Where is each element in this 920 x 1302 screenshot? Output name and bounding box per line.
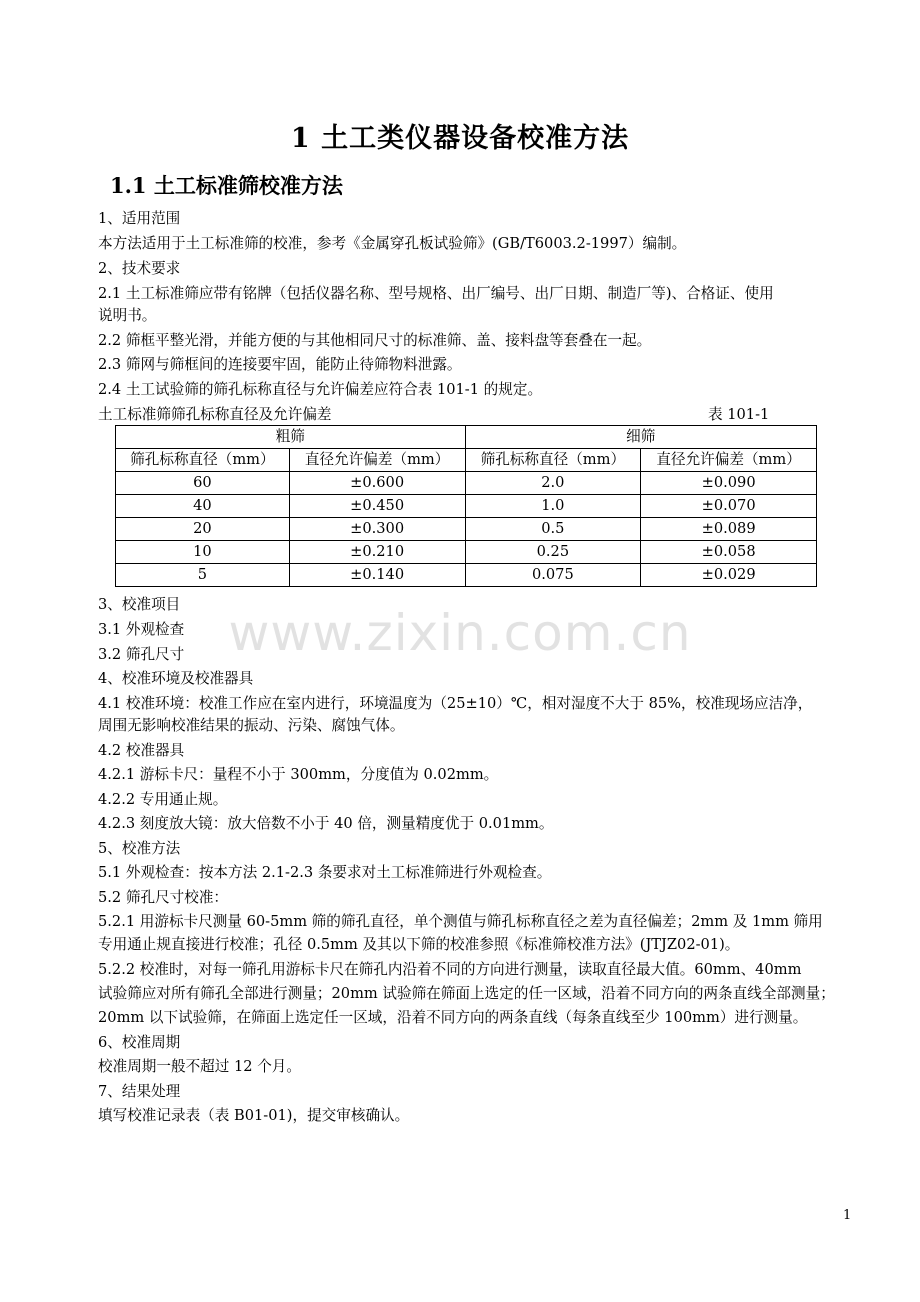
paragraph: 5.2.1 用游标卡尺测量 60-5mm 筛的筛孔直径，单个测值与筛孔标称直径之差为直径偏差；2mm 及 1mm 筛用 <box>98 913 823 930</box>
table-cell: ±0.090 <box>641 472 817 495</box>
section-heading: 2、技术要求 <box>98 260 181 277</box>
table-caption: 土工标准筛筛孔标称直径及允许偏差 <box>98 406 332 423</box>
paragraph: 2.4 土工试验筛的筛孔标称直径与允许偏差应符合表 101-1 的规定。 <box>98 381 543 398</box>
table-group-header-row <box>116 426 817 449</box>
watermark: www.zixin.com.cn <box>228 604 692 662</box>
paragraph-continuation: 专用通止规直接进行校准；孔径 0.5mm 及其以下筛的校准参照《标准筛校准方法》(JTJZ02-01)。 <box>98 936 740 953</box>
table-header-row <box>116 449 817 472</box>
paragraph: 校准周期一般不超过 12 个月。 <box>98 1058 301 1075</box>
sieve-tolerance-table <box>115 425 817 587</box>
column-header: 直径允许偏差（mm） <box>289 449 465 472</box>
paragraph: 2.2 筛框平整光滑，并能方便的与其他相同尺寸的标准筛、盖、接料盘等套叠在一起。 <box>98 332 652 349</box>
table-row <box>116 495 817 518</box>
paragraph-continuation: 试验筛应对所有筛孔全部进行测量；20mm 试验筛在筛面上选定的任一区域，沿着不同方向的两条直线全部测量； <box>98 985 835 1002</box>
document-title: 1 土工类仪器设备校准方法 <box>290 123 630 154</box>
table-row <box>116 518 817 541</box>
table-cell: 10 <box>116 541 290 564</box>
table-cell: 2.0 <box>465 472 641 495</box>
table-cell: 0.25 <box>465 541 641 564</box>
paragraph: 2.3 筛网与筛框间的连接要牢固，能防止待筛物料泄露。 <box>98 356 462 373</box>
table-cell: 5 <box>116 564 290 587</box>
paragraph: 4.2 校准器具 <box>98 742 185 759</box>
page-number: 1 <box>843 1208 852 1223</box>
paragraph: 5.1 外观检查：按本方法 2.1-2.3 条要求对土工标准筛进行外观检查。 <box>98 864 552 881</box>
table-cell: 0.075 <box>465 564 641 587</box>
table-cell: ±0.450 <box>289 495 465 518</box>
section-heading: 5、校准方法 <box>98 840 181 857</box>
group-header-coarse: 粗筛 <box>116 426 466 449</box>
paragraph: 4.1 校准环境：校准工作应在室内进行，环境温度为（25±10）℃，相对湿度不大于 85%，校准现场应洁净， <box>98 695 813 712</box>
table-cell: 40 <box>116 495 290 518</box>
section-heading: 4、校准环境及校准器具 <box>98 670 254 687</box>
section-heading: 1、适用范围 <box>98 210 181 227</box>
table-cell: ±0.070 <box>641 495 817 518</box>
table-cell: 1.0 <box>465 495 641 518</box>
column-header: 直径允许偏差（mm） <box>641 449 817 472</box>
table-row <box>116 541 817 564</box>
paragraph: 本方法适用于土工标准筛的校准，参考《金属穿孔板试验筛》(GB/T6003.2-1997）编制。 <box>98 235 687 252</box>
table-cell: ±0.300 <box>289 518 465 541</box>
table-row <box>116 564 817 587</box>
paragraph: 3.2 筛孔尺寸 <box>98 646 185 663</box>
column-header: 筛孔标称直径（mm） <box>116 449 290 472</box>
paragraph: 5.2.2 校准时，对每一筛孔用游标卡尺在筛孔内沿着不同的方向进行测量，读取直径最大值。60mm、40mm <box>98 961 802 978</box>
section-heading: 3、校准项目 <box>98 596 181 613</box>
paragraph: 4.2.2 专用通止规。 <box>98 791 228 808</box>
paragraph: 填写校准记录表（表 B01-01)，提交审核确认。 <box>98 1107 410 1124</box>
table-cell: ±0.058 <box>641 541 817 564</box>
table-id: 表 101-1 <box>708 406 770 423</box>
table-cell: ±0.140 <box>289 564 465 587</box>
paragraph: 2.1 土工标准筛应带有铭牌（包括仪器名称、型号规格、出厂编号、出厂日期、制造厂等)、合格证、使用 <box>98 285 774 302</box>
section-heading: 6、校准周期 <box>98 1034 181 1051</box>
paragraph: 5.2 筛孔尺寸校准： <box>98 889 229 906</box>
table-cell: 0.5 <box>465 518 641 541</box>
table-cell: ±0.600 <box>289 472 465 495</box>
table-cell: ±0.089 <box>641 518 817 541</box>
group-header-fine: 细筛 <box>465 426 817 449</box>
section-heading: 7、结果处理 <box>98 1083 181 1100</box>
paragraph: 4.2.3 刻度放大镜：放大倍数不小于 40 倍，测量精度优于 0.01mm。 <box>98 815 554 832</box>
table-cell: ±0.210 <box>289 541 465 564</box>
paragraph-continuation: 20mm 以下试验筛，在筛面上选定任一区域，沿着不同方向的两条直线（每条直线至少 100mm）进行测量。 <box>98 1009 808 1026</box>
column-header: 筛孔标称直径（mm） <box>465 449 641 472</box>
section-title: 1.1 土工标准筛校准方法 <box>110 173 343 198</box>
table-cell: ±0.029 <box>641 564 817 587</box>
paragraph-continuation: 周围无影响校准结果的振动、污染、腐蚀气体。 <box>98 717 405 734</box>
paragraph: 3.1 外观检查 <box>98 621 185 638</box>
paragraph-continuation: 说明书。 <box>98 307 157 324</box>
paragraph: 4.2.1 游标卡尺：量程不小于 300mm，分度值为 0.02mm。 <box>98 766 499 783</box>
table-cell: 60 <box>116 472 290 495</box>
table-cell: 20 <box>116 518 290 541</box>
table-row <box>116 472 817 495</box>
